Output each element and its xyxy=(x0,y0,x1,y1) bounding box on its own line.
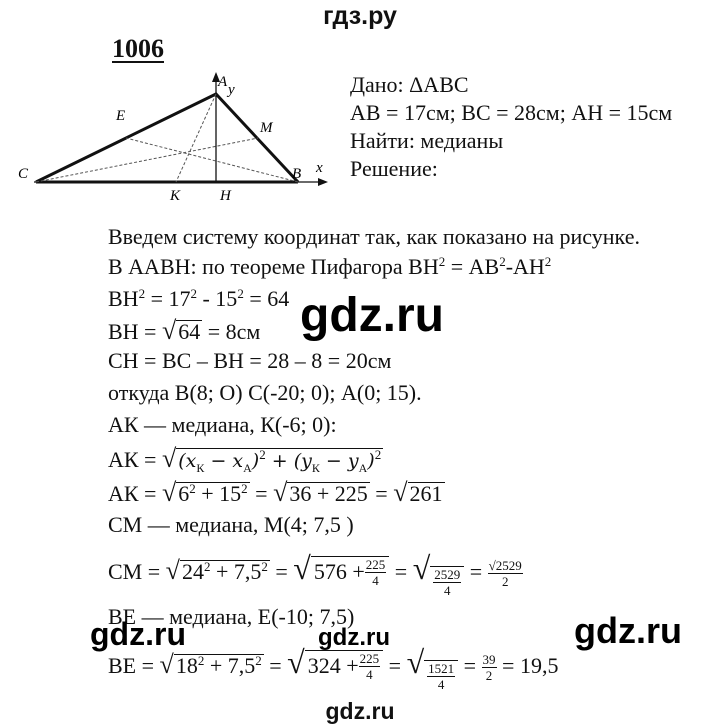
solution-line-13: ВЕ = $√18^2 + 7,5^2$ = √ 324 + $\frac{225}{4}$ = √ $\frac{1521}{4}$ = $\frac{39}{2}$ = 19,5 xyxy=(108,644,559,692)
problem-number: 1006 xyxy=(112,34,164,63)
solution-line-8: АК = √ $(x_К - x_A)^2 + (y_К - y_A)^2$ xyxy=(108,444,383,479)
watermark-center: gdz.ru xyxy=(300,289,444,342)
label-x: x xyxy=(316,160,323,176)
solution-line-4: ВН = √64 = 8см xyxy=(108,316,261,345)
label-y: y xyxy=(228,82,235,98)
watermark-middle: gdz.ru xyxy=(318,624,390,651)
median-cm xyxy=(36,138,258,182)
site-footer[interactable]: gdz.ru xyxy=(325,698,395,724)
label-a: A xyxy=(218,74,228,90)
given-line-3: Найти: медианы xyxy=(350,128,504,153)
site-header[interactable]: гдз.ру xyxy=(323,2,397,30)
watermark-right: gdz.ru xyxy=(574,610,682,651)
watermark-left: gdz.ru xyxy=(90,616,186,652)
solution-line-1: Введем систему координат так, как показано на рисунке. xyxy=(108,224,640,249)
triangle-sides xyxy=(36,94,298,182)
solution-line-2: В ААВН: по теореме Пифагора $ВН^2 = АВ^2-АН^2$ xyxy=(108,254,552,279)
solution-line-11: СМ = $√24^2 + 7,5^2$ = √ 576 + $\frac{225}{4}$ = √ $\frac{2529}{4}$ = $\frac{√2529}{2}$ xyxy=(108,550,522,598)
median-be xyxy=(126,138,298,182)
given-line-4: Решение: xyxy=(350,156,438,181)
solution-line-6: откуда В(8; О) С(-20; 0); А(0; 15). xyxy=(108,380,422,405)
given-line-2: AB = 17см; BC = 28см; AH = 15см xyxy=(350,100,673,125)
solution-line-3: $ВН^2 = 17^2 - 15^2 = 64$ xyxy=(108,286,290,311)
given-line-1: Дано: ΔABC xyxy=(350,72,469,97)
label-m: M xyxy=(260,120,273,136)
solution-line-10: СМ — медиана, М(4; 7,5 ) xyxy=(108,512,354,537)
solution-line-9: АК = $√6^2 + 15^2 = √36 + 225 = √261$ xyxy=(108,478,443,507)
label-b: B xyxy=(292,166,302,182)
label-k: K xyxy=(170,188,181,204)
label-h: H xyxy=(220,188,231,204)
x-axis-arrow xyxy=(318,178,328,186)
label-c: C xyxy=(18,166,29,182)
solution-line-7: АК — медиана, К(-6; 0): xyxy=(108,412,337,437)
label-e: E xyxy=(116,108,126,124)
median-ak xyxy=(176,94,216,182)
solution-line-12: ВЕ — медиана, Е(-10; 7,5) xyxy=(108,604,355,629)
triangle-figure xyxy=(10,66,340,206)
solution-line-5: СН = ВС – ВН = 28 – 8 = 20см xyxy=(108,348,392,373)
